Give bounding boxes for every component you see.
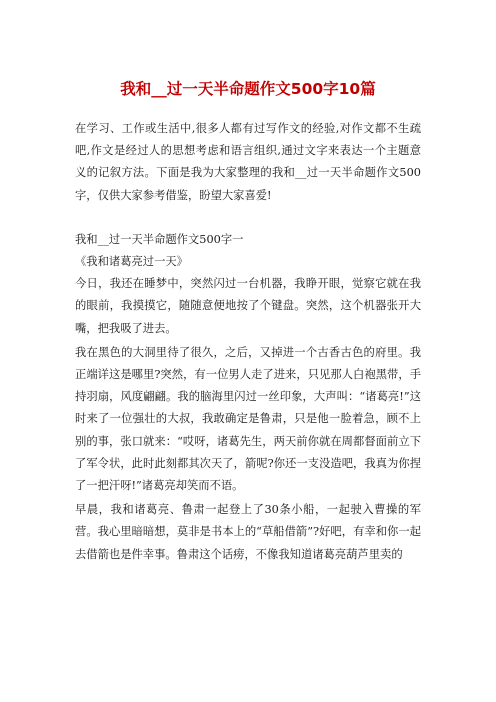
body-paragraph-3: 早晨，我和诸葛亮、鲁肃一起登上了30条小船，一起驶入曹操的军营。我心里暗暗想，莫非是书本上的“草船借箭”?好吧，有幸和你一起去借箭也是件幸事。鲁肃这个话痨，不像我知道诸葛亮葫芦里卖的 — [75, 503, 421, 561]
section-heading: 我和__过一天半命题作文500字一 — [75, 232, 244, 246]
document-body — [75, 78, 421, 566]
body-paragraph-1: 今日，我还在睡梦中，突然闪过一台机器，我睁开眼，觉察它就在我的眼前，我摸摸它，随随意便地按了个键盘。突然，这个机器张开大嘴，把我吸了进去。 — [75, 277, 421, 335]
document-title: 我和__过一天半命题作文500字10篇 — [120, 80, 376, 98]
intro-paragraph: 在学习、工作或生活中,很多人都有过写作文的经验,对作文都不生疏吧,作文是经过人的思想考虑和语言组织,通过文字来表达一个主题意义的记叙方法。下面是我为大家整理的我和__过一天半命题作文500字，仅供大家参考借鉴，盼望大家喜爱! — [75, 122, 421, 202]
paragraph-spacer — [75, 207, 421, 229]
essay-title: 《我和诸葛亮过一天》 — [75, 255, 188, 269]
body-paragraph-2: 我在黑色的大洞里待了很久，之后，又掉进一个古香古色的府里。我正端详这是哪里?突然，有一位男人走了进来，只见那人白袍黑带，手持羽扇，风度翩翩。我的脑海里闪过一丝印象，大声叫：“诸葛亮!”这时来了一位强壮的大叔，我敢确定是鲁肃，只是他一脸着急，顾不上别的事，张口就来：“哎呀，诸葛先生，两天前你就在周都督面前立下了军令状，此时此刻都其次天了，箭呢?你还一支没造吧，我真为你捏了一把汗呀!”诸葛亮却笑而不语。 — [75, 345, 421, 493]
